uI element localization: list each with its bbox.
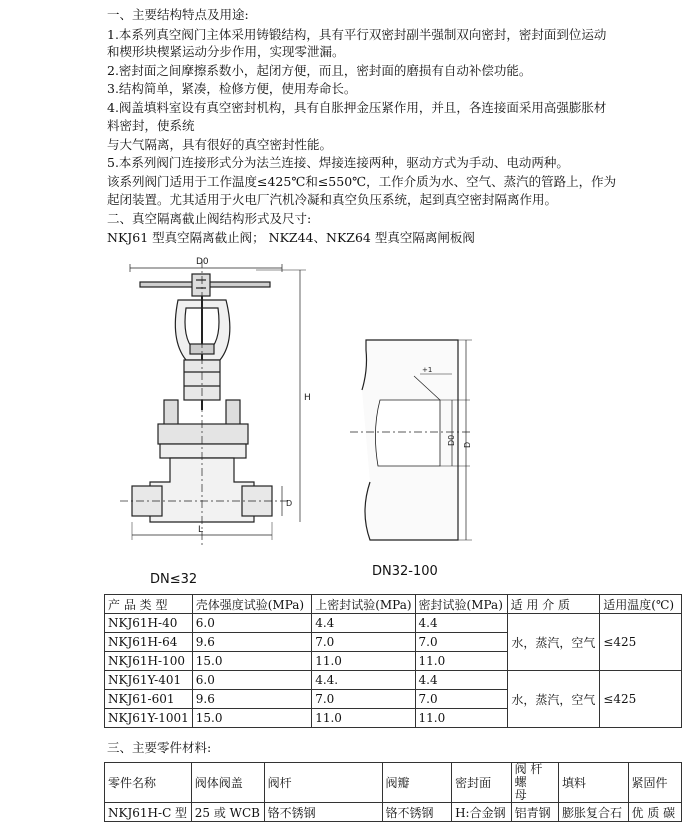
right-caption: DN32-100 — [372, 564, 438, 579]
table-header: 阀瓣 — [382, 763, 452, 803]
table-header-row — [105, 595, 682, 614]
table-cell: 11.0 — [312, 652, 415, 671]
weld-end-drawing — [350, 340, 472, 540]
table-cell: 6.0 — [192, 671, 311, 690]
materials-table — [104, 762, 682, 822]
section1-line: 和楔形块楔紧运动分步作用，实现零泄漏。 — [107, 44, 345, 59]
table-header: 阀体阀盖 — [191, 763, 264, 803]
table-header: 壳体强度试验(MPa) — [192, 595, 311, 614]
table-cell: 7.0 — [415, 690, 507, 709]
table-cell: NKJ61H-100 — [105, 652, 193, 671]
table-cell: 11.0 — [415, 709, 507, 728]
table-header: 阀 杆 螺 母 — [511, 763, 558, 803]
table-header: 密封面 — [452, 763, 511, 803]
dim-d0-right-label: D0 — [447, 434, 456, 446]
table-cell: NKJ61H-40 — [105, 614, 193, 633]
table-cell: 25 或 WCB — [191, 803, 264, 822]
table-header: 适用温度(℃) — [600, 595, 682, 614]
table-cell: 4.4 — [415, 614, 507, 633]
table-cell: 9.6 — [192, 690, 311, 709]
valve-drawings — [0, 250, 700, 595]
table-cell: 11.0 — [415, 652, 507, 671]
table-header: 密封试验(MPa) — [415, 595, 507, 614]
dim-d-right-label: D — [463, 441, 472, 448]
table-cell: 6.0 — [192, 614, 311, 633]
section1-line: 该系列阀门适用于工作温度≤425℃和≤550℃，工作介质为水、空气、蒸汽的管路上，作为 — [107, 174, 617, 189]
table-header: 适 用 介 质 — [507, 595, 600, 614]
medium-cell: 水，蒸汽，空气 — [507, 614, 600, 671]
section1-line: 与大气隔离，具有很好的真空密封性能。 — [107, 137, 333, 152]
table-cell: 7.0 — [415, 633, 507, 652]
table-header-row — [105, 763, 682, 803]
table-cell: 铝青钢 — [511, 803, 558, 822]
table-header: 填料 — [558, 763, 628, 803]
table-cell: H:合金钢 — [452, 803, 511, 822]
table-cell: 膨胀复合石 — [558, 803, 628, 822]
temp-cell: ≤425 — [600, 671, 682, 728]
section1-line: 2.密封面之间摩擦系数小，起闭方便，而且，密封面的磨损有自动补偿功能。 — [107, 63, 532, 78]
table-header: 上密封试验(MPa) — [312, 595, 415, 614]
section1-line: 3.结构简单，紧凑，检修方便，使用寿命长。 — [107, 81, 357, 96]
table-cell: 4.4 — [312, 614, 415, 633]
section1-line: 起闭装置。尤其适用于火电厂汽机冷凝和真空负压系统，起到真空密封隔离作用。 — [107, 192, 558, 207]
globe-valve-drawing — [120, 257, 311, 545]
section1-line: 料密封，使系统 — [107, 118, 195, 133]
table-header: 零件名称 — [105, 763, 192, 803]
section1-heading: 一、主要结构特点及用途: — [107, 7, 249, 22]
section1-line: 4.阀盖填料室设有真空密封机构，具有自胀押金压紧作用，并且，各连接面采用高强膨胀材 — [107, 100, 607, 115]
table-header: 紧固件 — [628, 763, 681, 803]
dim-d-label: D — [286, 499, 293, 508]
table-cell: NKJ61-601 — [105, 690, 193, 709]
dim-l-label: L — [198, 525, 204, 535]
table-cell: NKJ61H-C 型 — [105, 803, 192, 822]
table-cell: NKJ61Y-1001 — [105, 709, 193, 728]
dim-h-label: H — [304, 393, 311, 403]
table-cell: 铬不锈钢 — [382, 803, 452, 822]
table-header: 阀杆 — [264, 763, 382, 803]
table-cell: 7.0 — [312, 690, 415, 709]
section2-heading: 二、真空隔离截止阀结构形式及尺寸: — [107, 211, 312, 226]
dim-d0-label: D0 — [196, 257, 209, 267]
table-cell: 优 质 碳 — [628, 803, 681, 822]
table-cell: 4.4. — [312, 671, 415, 690]
table-row — [105, 803, 682, 822]
table-cell: 15.0 — [192, 709, 311, 728]
medium-cell: 水，蒸汽，空气 — [507, 671, 600, 728]
table-cell: NKJ61Y-401 — [105, 671, 193, 690]
table-row — [105, 614, 682, 633]
table-cell: 4.4 — [415, 671, 507, 690]
table-cell: NKJ61H-64 — [105, 633, 193, 652]
section3-heading: 三、主要零件材料: — [107, 740, 212, 755]
left-caption: DN≤32 — [150, 572, 198, 587]
section1-line: 5.本系列阀门连接形式分为法兰连接、焊接连接两种，驱动方式为手动、电动两种。 — [107, 155, 569, 170]
table-cell: 11.0 — [312, 709, 415, 728]
table-cell: 7.0 — [312, 633, 415, 652]
table-cell: 铬不锈钢 — [264, 803, 382, 822]
angle-label: +1 — [422, 366, 433, 374]
table-cell: 15.0 — [192, 652, 311, 671]
section1-line: 1.本系列真空阀门主体采用铸锻结构，具有平行双密封副半强制双向密封，密封面到位运动 — [107, 27, 607, 42]
table-row — [105, 671, 682, 690]
table-cell: 9.6 — [192, 633, 311, 652]
section2-subtitle: NKJ61 型真空隔离截止阀； NKZ44、NKZ64 型真空隔离闸板阀 — [107, 230, 475, 245]
temp-cell: ≤425 — [600, 614, 682, 671]
pressure-test-table — [104, 594, 682, 728]
table-header: 产 品 类 型 — [105, 595, 193, 614]
